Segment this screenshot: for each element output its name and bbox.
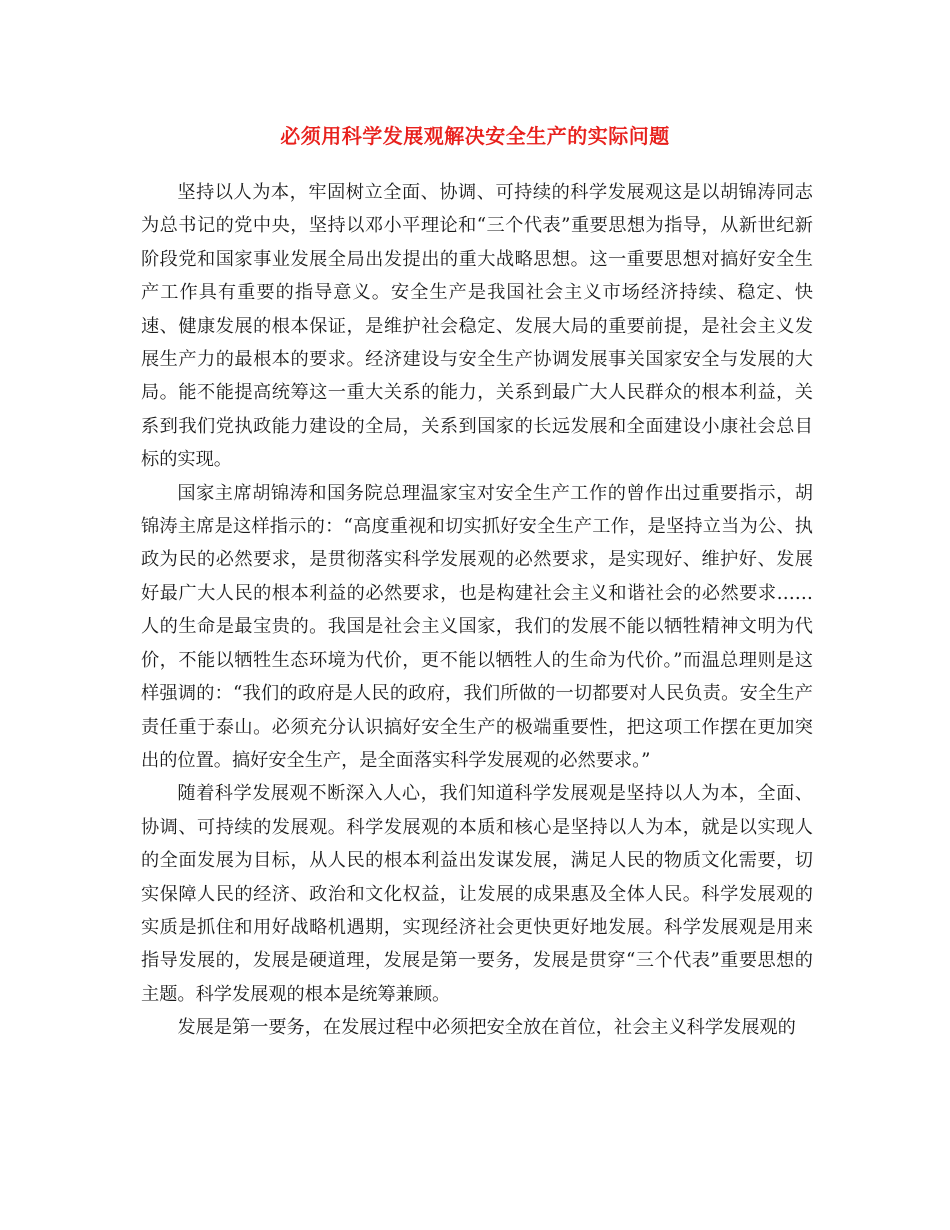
paragraph: 发展是第一要务，在发展过程中必须把安全放在首位，社会主义科学发展观的 xyxy=(177,1017,796,1039)
document-body xyxy=(141,176,813,1045)
paragraph: 国家主席胡锦涛和国务院总理温家宝对安全生产工作的曾作出过重要指示，胡锦涛主席是这样指示的：“高度重视和切实抓好安全生产工作，是坚持立当为公、执政为民的必然要求，是贯彻落实科学发展观的必然要求，是实现好、维护好、发展好最广大人民的根本利益的必然要求，也是构建社会主义和谐社会的必然要求……人的生命是最宝贵的。我国是社会主义国家，我们的发展不能以牺牲精神文明为代价，不能以牺牲生态环境为代价，更不能以牺牲人的生命为代价。”而温总理则是这样强调的：“我们的政府是人民的政府，我们所做的一切都要对人民负责。安全生产责任重于泰山。必须充分认识搞好安全生产的极端重要性，把这项工作摆在更加突出的位置。搞好安全生产，是全面落实科学发展观的必然要求。” xyxy=(141,482,813,771)
document-title: 必须用科学发展观解决安全生产的实际问题 xyxy=(280,124,670,148)
paragraph: 随着科学发展观不断深入人心，我们知道科学发展观是坚持以人为本，全面、协调、可持续的发展观。科学发展观的本质和核心是坚持以人为本，就是以实现人的全面发展为目标，从人民的根本利益出发谋发展，满足人民的物质文化需要，切实保障人民的经济、政治和文化权益，让发展的成果惠及全体人民。科学发展观的实质是抓住和用好战略机遇期，实现经济社会更快更好地发展。科学发展观是用来指导发展的，发展是硬道理，发展是第一要务，发展是贯穿“三个代表”重要思想的主题。科学发展观的根本是统筹兼顾。 xyxy=(141,783,813,1005)
paragraph: 坚持以人为本，牢固树立全面、协调、可持续的科学发展观这是以胡锦涛同志为总书记的党中央，坚持以邓小平理论和“三个代表”重要思想为指导，从新世纪新阶段党和国家事业发展全局出发提出的重大战略思想。这一重要思想对搞好安全生产工作具有重要的指导意义。安全生产是我国社会主义市场经济持续、稳定、快速、健康发展的根本保证，是维护社会稳定、发展大局的重要前提，是社会主义发展生产力的最根本的要求。经济建设与安全生产协调发展事关国家安全与发展的大局。能不能提高统筹这一重大关系的能力，关系到最广大人民群众的根本利益，关系到我们党执政能力建设的全局，关系到国家的长远发展和全面建设小康社会总目标的实现。 xyxy=(141,182,813,471)
